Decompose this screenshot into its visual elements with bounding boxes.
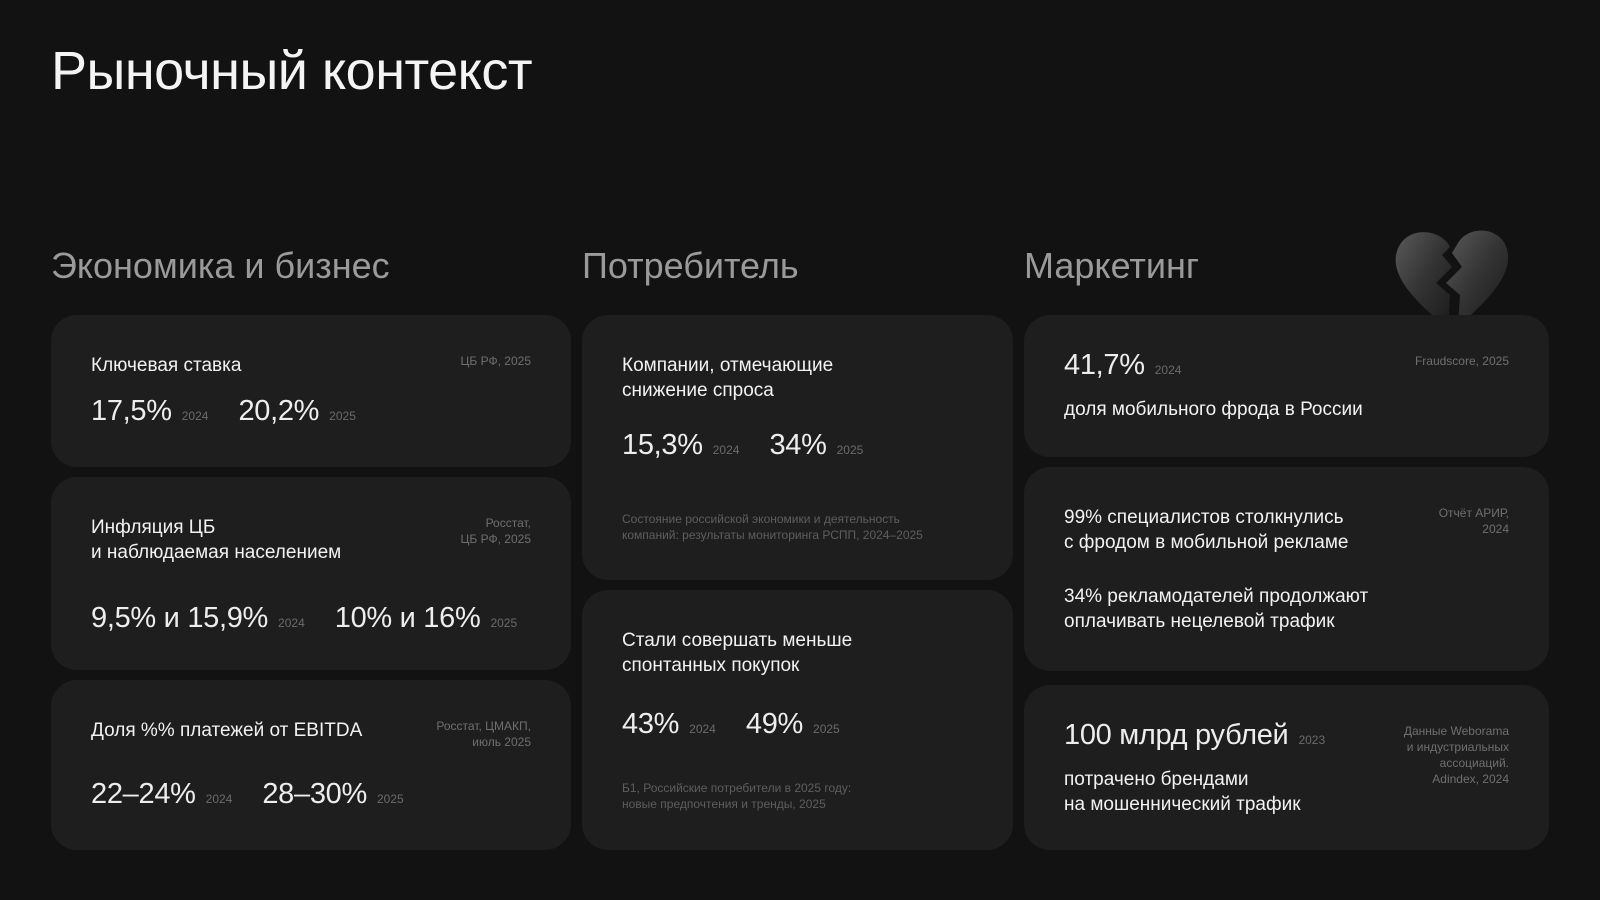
stat-value: 34%: [769, 429, 827, 461]
card-source: [1439, 505, 1509, 537]
card-mobile-fraud-share: [1024, 315, 1549, 457]
card-key-rate: [51, 315, 571, 467]
card-source-line: Росстат,: [485, 516, 531, 530]
stat-year: 2025: [813, 722, 840, 736]
card-note-line: новые предпочтения и тренды, 2025: [622, 797, 826, 811]
section-heading-marketing: Маркетинг: [1024, 245, 1200, 286]
card-label: [91, 515, 341, 565]
card-label-line: Компании, отмечающие: [622, 355, 834, 376]
stat-2025: [262, 778, 403, 811]
card-fraud-spend: [1024, 685, 1549, 850]
card-label-line: 34% рекламодателей продолжают: [1064, 586, 1369, 607]
stat-value: 15,3%: [622, 429, 703, 461]
card-source-line: ЦБ РФ, 2025: [460, 532, 531, 546]
card-source: [461, 515, 531, 547]
stat-value: 100 млрд рублей: [1064, 719, 1289, 751]
card-note: [622, 780, 851, 812]
card-label: [1064, 767, 1301, 817]
stat-year: 2024: [278, 616, 305, 630]
card-label: [622, 353, 833, 403]
card-source: Fraudscore, 2025: [1414, 354, 1509, 368]
stat-year: 2024: [1154, 363, 1182, 377]
section-heading-economy: Экономика и бизнес: [51, 245, 390, 286]
card-source-line: июль 2025: [472, 735, 531, 749]
card-note-line: компаний: результаты мониторинга РСПП, 2024–2025: [622, 528, 923, 542]
stat-2024: [622, 429, 739, 462]
card-source: [436, 718, 531, 750]
stat-value: 43%: [622, 708, 680, 740]
stat-value: 10% и 16%: [334, 602, 481, 634]
stat: [1064, 719, 1325, 752]
stats-row: [91, 602, 547, 635]
card-fraud-specialists: [1024, 467, 1549, 671]
card-source-line: Росстат, ЦМАКП,: [436, 719, 531, 733]
card-source-line: ассоциаций.: [1439, 756, 1509, 770]
stat-2024: [622, 708, 716, 741]
stat-value: 17,5%: [91, 395, 172, 427]
card-text-advertisers: [1064, 584, 1368, 634]
card-label-line: потрачено брендами: [1064, 769, 1249, 790]
stat-year: 2024: [205, 792, 233, 806]
card-note-line: Б1, Российские потребители в 2025 году:: [622, 781, 852, 795]
card-inflation: [51, 477, 571, 670]
stat-2025: [769, 429, 863, 462]
card-interest-ebitda: [51, 680, 571, 850]
stat-value: 22–24%: [91, 778, 196, 810]
stat-year: 2024: [712, 443, 740, 457]
stats-row: [622, 429, 893, 462]
card-label: Доля %% платежей от EBITDA: [91, 720, 363, 741]
card-text-specialists: [1064, 505, 1349, 555]
stat-value: 9,5% и 15,9%: [91, 602, 269, 634]
card-source-line: 2024: [1482, 522, 1509, 536]
card-source-line: Adindex, 2024: [1432, 772, 1509, 786]
card-note: [622, 511, 923, 543]
stat-year: 2025: [490, 616, 518, 630]
card-source: ЦБ РФ, 2025: [460, 354, 531, 368]
stat-year: 2025: [836, 443, 864, 457]
stat: [1064, 349, 1181, 382]
stats-row: [622, 708, 870, 741]
stat-2025: [335, 602, 517, 635]
card-label-line: снижение спроса: [622, 380, 774, 401]
card-label-line: на мошеннический трафик: [1064, 794, 1301, 815]
card-demand-decline: [582, 315, 1013, 580]
stat-value: 41,7%: [1064, 349, 1145, 381]
card-impulse-purchases: [582, 590, 1013, 850]
card-label: Ключевая ставка: [91, 355, 242, 376]
page-title: Рыночный контекст: [51, 41, 533, 101]
stat-2024: [91, 602, 305, 635]
stat-year: 2025: [376, 792, 404, 806]
card-label-line: оплачивать нецелевой трафик: [1064, 611, 1335, 632]
stat-2025: [746, 708, 840, 741]
card-label-line: и наблюдаемая населением: [91, 542, 342, 563]
stat-year: 2024: [181, 409, 209, 423]
stats-row: [91, 778, 434, 811]
card-label-line: Стали совершать меньше: [622, 630, 853, 651]
card-source-line: Данные Weborama: [1403, 724, 1509, 738]
stat-2024: [91, 778, 232, 811]
card-label: [622, 628, 852, 678]
card-source: [1404, 723, 1509, 787]
card-label-line: с фродом в мобильной рекламе: [1064, 532, 1349, 553]
card-label-line: спонтанных покупок: [622, 655, 800, 676]
card-note-line: Состояние российской экономики и деятельность: [622, 512, 900, 526]
stat-value: 28–30%: [262, 778, 367, 810]
stat-value: 20,2%: [238, 395, 320, 427]
card-source-line: Отчёт АРИР,: [1438, 506, 1509, 520]
card-source-line: и индустриальных: [1406, 740, 1509, 754]
stat-2024: [91, 395, 208, 428]
card-label: доля мобильного фрода в России: [1064, 399, 1363, 420]
card-label-line: 99% специалистов столкнулись: [1064, 507, 1344, 528]
stat-year: 2023: [1298, 733, 1326, 747]
stat-value: 49%: [745, 708, 804, 740]
stat-year: 2025: [329, 409, 356, 423]
stat-year: 2024: [689, 722, 716, 736]
stat-2025: [238, 395, 355, 428]
card-label-line: Инфляция ЦБ: [91, 517, 216, 538]
section-heading-consumer: Потребитель: [582, 245, 799, 286]
stats-row: [91, 395, 386, 428]
